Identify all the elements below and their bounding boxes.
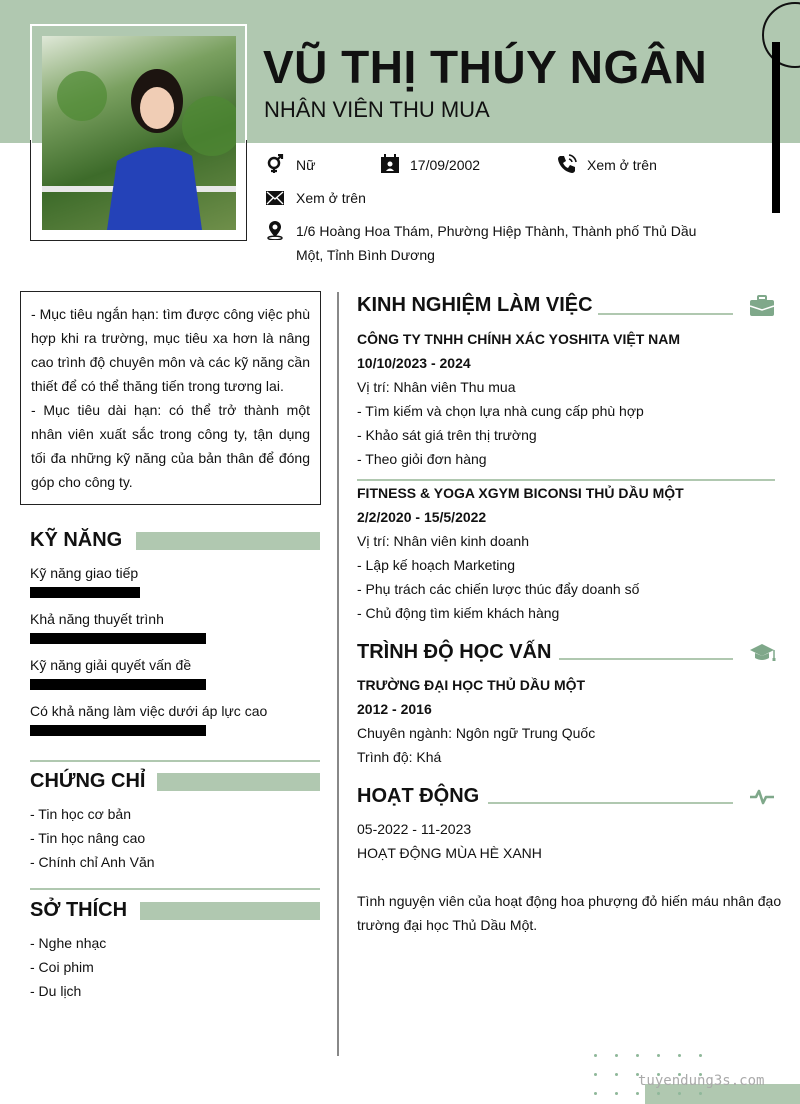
- graduation-cap-icon: [749, 643, 776, 663]
- job-line: - Khảo sát giá trên thị trường: [357, 427, 537, 443]
- gender-value: Nữ: [296, 157, 316, 173]
- divider: [30, 888, 320, 890]
- job-period: 2/2/2020 - 15/5/2022: [357, 509, 487, 525]
- skill-label: Kỹ năng giải quyết vấn đề: [30, 657, 192, 673]
- job-line: - Theo giỏi đơn hàng: [357, 451, 487, 467]
- school-name: TRƯỜNG ĐẠI HỌC THỦ DẦU MỘT: [357, 677, 586, 693]
- decor-dot: [678, 1092, 681, 1095]
- skills-heading: KỸ NĂNG: [30, 529, 123, 551]
- briefcase-icon: [749, 295, 775, 317]
- address-line-2: Một, Tỉnh Bình Dương: [296, 247, 435, 263]
- education-major: Chuyên ngành: Ngôn ngữ Trung Quốc: [357, 725, 596, 741]
- divider: [30, 760, 320, 762]
- activity-description-1: Tình nguyện viên của hoạt động hoa phượng đỏ hiến máu nhân đạo: [357, 893, 782, 909]
- hobby-item: - Nghe nhạc: [30, 935, 107, 951]
- job-line: - Lập kế hoạch Marketing: [357, 557, 515, 573]
- decor-dot: [699, 1092, 702, 1095]
- hobbies-heading: SỞ THÍCH: [30, 899, 128, 921]
- heading-line: [598, 313, 733, 315]
- activity-name: HOẠT ĐỘNG MÙA HÈ XANH: [357, 845, 542, 861]
- email-icon: [265, 188, 285, 208]
- phone-value: Xem ở trên: [587, 157, 657, 173]
- skill-label: Có khả năng làm việc dưới áp lực cao: [30, 703, 268, 719]
- certificate-item: - Tin học cơ bản: [30, 806, 132, 822]
- skill-level-bar: [30, 679, 206, 690]
- job-period: 10/10/2023 - 2024: [357, 355, 471, 371]
- profile-photo: [42, 36, 236, 230]
- education-grade: Trình độ: Khá: [357, 749, 442, 765]
- decor-dot: [594, 1073, 597, 1076]
- decor-dot: [615, 1054, 618, 1057]
- decor-dot: [636, 1054, 639, 1057]
- objective-short-term: - Mục tiêu ngắn hạn: tìm được công việc phù hợp khi ra trường, mục tiêu xa hơn là nâng cao trình độ chuyên môn và các kỹ năng cần thiết để có thể thăng tiến trong tương lai.: [31, 306, 310, 394]
- activity-pulse-icon: [749, 788, 775, 806]
- job-line: - Chủ động tìm kiếm khách hàng: [357, 605, 560, 621]
- decor-dot: [678, 1054, 681, 1057]
- job-line: Vị trí: Nhân viên Thu mua: [357, 379, 516, 395]
- phone-icon: [557, 154, 577, 174]
- certificates-heading-bar: [157, 773, 320, 791]
- watermark: tuyendung3s.com: [638, 1073, 765, 1089]
- education-period: 2012 - 2016: [357, 701, 432, 717]
- skill-level-bar: [30, 587, 140, 598]
- hobby-item: - Coi phim: [30, 959, 94, 975]
- heading-line: [488, 802, 733, 804]
- skill-label: Kỹ năng giao tiếp: [30, 565, 139, 581]
- certificates-heading: CHỨNG CHỈ: [30, 770, 146, 792]
- candidate-name: VŨ THỊ THÚY NGÂN: [263, 41, 708, 93]
- education-heading: TRÌNH ĐỘ HỌC VẤN: [357, 641, 552, 663]
- decor-dot: [615, 1073, 618, 1076]
- decor-dot: [699, 1054, 702, 1057]
- activity-period: 05-2022 - 11-2023: [357, 821, 472, 837]
- activities-heading: HOẠT ĐỘNG: [357, 785, 480, 807]
- heading-line: [559, 658, 733, 660]
- decor-dot: [657, 1092, 660, 1095]
- skill-level-bar: [30, 725, 206, 736]
- activity-description-2: trường đại học Thủ Dầu Một.: [357, 917, 538, 933]
- skill-label: Khả năng thuyết trình: [30, 611, 164, 627]
- job-line: Vị trí: Nhân viên kinh doanh: [357, 533, 529, 549]
- hobbies-heading-bar: [140, 902, 320, 920]
- gender-icon: [265, 154, 285, 174]
- hobby-item: - Du lịch: [30, 983, 82, 999]
- photo-illustration: [42, 36, 236, 230]
- decor-dot: [594, 1092, 597, 1095]
- objective-long-term: - Mục tiêu dài hạn: có thể trở thành một nhân viên xuất sắc trong công ty, tận dụng tối đa những kỹ năng của bản thân để đóng góp cho công ty.: [31, 402, 310, 490]
- objective-box: [20, 291, 321, 505]
- column-divider: [337, 292, 339, 1056]
- decor-dot: [657, 1054, 660, 1057]
- calendar-icon: [380, 154, 400, 174]
- decor-bar: [772, 42, 780, 213]
- decor-dot: [615, 1092, 618, 1095]
- skill-level-bar: [30, 633, 206, 644]
- decor-dot: [636, 1092, 639, 1095]
- candidate-role: NHÂN VIÊN THU MUA: [264, 97, 490, 122]
- decor-dot: [594, 1054, 597, 1057]
- skills-heading-bar: [136, 532, 320, 550]
- job-company: FITNESS & YOGA XGYM BICONSI THỦ DẦU MỘT: [357, 485, 684, 501]
- certificate-item: - Chính chỉ Anh Văn: [30, 854, 155, 870]
- address-line-1: 1/6 Hoàng Hoa Thám, Phường Hiệp Thành, Thành phố Thủ Dầu: [296, 223, 697, 239]
- job-line: - Phụ trách các chiến lược thúc đẩy doanh số: [357, 581, 640, 597]
- experience-heading: KINH NGHIỆM LÀM VIỆC: [357, 294, 593, 316]
- birthday-value: 17/09/2002: [410, 157, 481, 173]
- job-company: CÔNG TY TNHH CHÍNH XÁC YOSHITA VIỆT NAM: [357, 331, 681, 347]
- location-icon: [265, 220, 285, 240]
- email-value: Xem ở trên: [296, 190, 366, 206]
- certificate-item: - Tin học nâng cao: [30, 830, 146, 846]
- job-line: - Tìm kiếm và chọn lựa nhà cung cấp phù hợp: [357, 403, 644, 419]
